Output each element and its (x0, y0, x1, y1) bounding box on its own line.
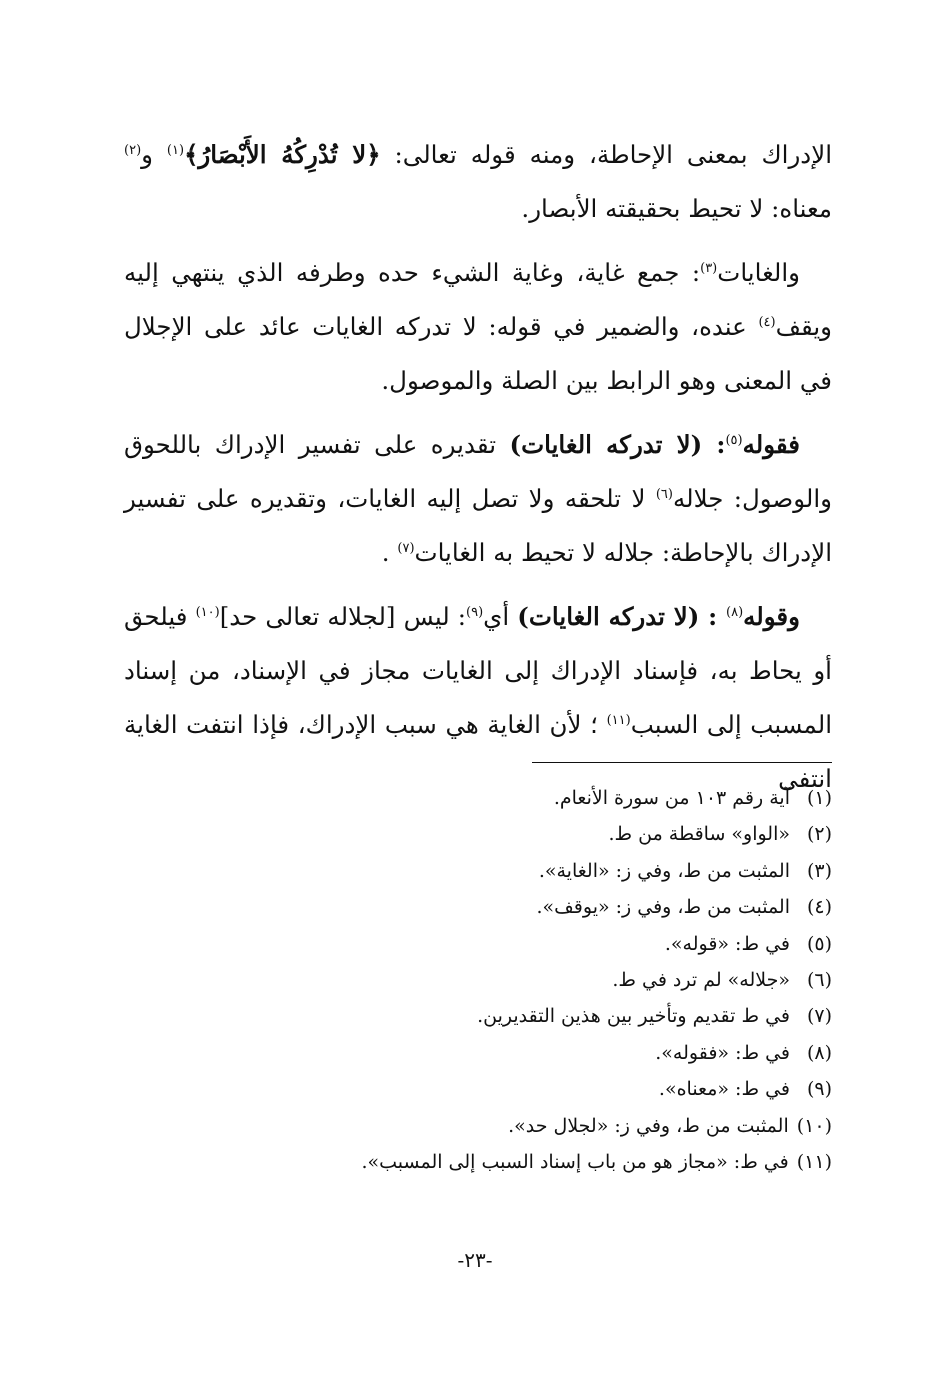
footnote-number: (٧) (806, 1005, 832, 1028)
paragraph-3-text-2: لا تلحقه ولا تصل إليه الغايات، وتقديره على تفسير الإدراك بالإحاطة: جلاله لا تحيط به الغايات (124, 484, 832, 567)
footnote-number: (٩) (806, 1078, 832, 1101)
footnote-text: في ط: «فقوله». (655, 1041, 790, 1064)
paragraph-3-lead: فقوله (742, 430, 800, 459)
footnote-text: «الواو» ساقطة من ط. (608, 823, 790, 846)
footnote-item (124, 926, 832, 962)
footnote-ref-7: (٧) (397, 540, 415, 556)
paragraph-4-text-3: فيلحق أو يحاط به، فإسناد الإدراك إلى الغايات مجاز في الإسناد، من إسناد المسبب إلى السبب (124, 602, 832, 739)
footnote-text: في ط تقديم وتأخير بين هذين التقديرين. (477, 1005, 790, 1028)
footnote-item (124, 889, 832, 925)
footnote-number: (١١) (796, 1151, 832, 1174)
paragraph-3 (124, 418, 832, 580)
paragraph-1 (124, 128, 832, 236)
footnote-item (124, 962, 832, 998)
footnote-ref-10: (١٠) (195, 604, 220, 620)
footnote-number: (١٠) (796, 1114, 832, 1137)
footnote-text: آية رقم ١٠٣ من سورة الأنعام. (553, 787, 790, 809)
footnote-ref-5: (٥) (725, 432, 743, 448)
footnote-text: «جلاله» لم ترد في ط. (612, 969, 790, 992)
footnote-text: المثبت من ط، وفي ز: «يوقف». (536, 896, 790, 919)
footnote-text: في ط: «مجاز هو من باب إسناد السبب إلى المسبب». (361, 1151, 789, 1174)
paragraph-2-text-2: : جمع غاية، وغاية الشيء حده وطرفه الذي ينتهي إليه ويقف (124, 258, 832, 341)
footnote-item (124, 998, 832, 1034)
footnote-item (124, 780, 832, 816)
footnote-text: المثبت من ط، وفي ز: «الغاية». (538, 859, 790, 882)
paragraph-2-text-3: عنده، والضمير في قوله: لا تدركه الغايات عائد على الإجلال في المعنى وهو الرابط بين الصلة والموصول. (124, 312, 832, 395)
footnote-number: (٢) (806, 823, 832, 846)
footnote-number: (٨) (806, 1041, 832, 1064)
main-text (124, 128, 832, 806)
paragraph-4-text-2: : ليس [لجلاله تعالى حد] (219, 602, 467, 631)
paragraph-4-text-1: أي (483, 602, 518, 631)
paragraph-4 (124, 590, 832, 806)
footnote-ref-9: (٩) (466, 604, 484, 620)
footnote-ref-2: (٢) (124, 142, 142, 158)
paragraph-2-text-1: والغايات (717, 258, 800, 287)
footnote-number: (١) (806, 787, 832, 809)
footnote-number: (٤) (806, 896, 832, 919)
paragraph-2 (124, 246, 832, 408)
footnote-text: في ط: «معناه». (658, 1078, 790, 1101)
footnote-divider (532, 762, 832, 763)
footnote-item (124, 1144, 832, 1180)
page-number: -٢٣- (457, 1248, 493, 1272)
footnote-ref-4: (٤) (758, 314, 776, 330)
footnote-ref-3: (٣) (700, 260, 718, 276)
footnote-text: في ط: «قوله». (664, 932, 790, 955)
paragraph-3-text-3: . (381, 538, 398, 567)
paragraph-4-lead: وقوله (743, 602, 800, 631)
paragraph-1-after: معناه: لا تحيط بحقيقته الأبصار. (521, 194, 832, 223)
footnote-ref-6: (٦) (655, 486, 673, 502)
footnote-item (124, 1071, 832, 1107)
quran-quote: ﴿لا تُدْرِكُهُ الأَبْصَارُ﴾ (184, 140, 381, 169)
paragraph-4-text-4: ؛ لأن الغاية هي سبب الإدراك، فإذا انتفت الغاية انتفى (124, 710, 832, 793)
footnote-number: (٦) (806, 969, 832, 992)
footnote-ref-8: (٨) (726, 604, 744, 620)
footnote-item (124, 853, 832, 889)
footnote-number: (٥) (806, 932, 832, 955)
footnote-ref-11: (١١) (606, 712, 631, 728)
footnote-item (124, 816, 832, 852)
paragraph-1-mid: و (141, 140, 167, 169)
footnote-ref-1: (١) (166, 142, 185, 158)
footnote-item (124, 1035, 832, 1071)
paragraph-4-quote: : (لا تدركه الغايات) (517, 602, 727, 631)
paragraph-3-text-1: تقديره على تفسير الإدراك باللحوق والوصول: جلاله (124, 430, 832, 513)
footnote-number: (٣) (806, 859, 832, 882)
footnotes-list (124, 780, 832, 1180)
footnote-text: المثبت من ط، وفي ز: «لجلال حد». (508, 1114, 789, 1137)
paragraph-3-quote: : (لا تدركه الغايات) (509, 430, 726, 459)
footnote-item (124, 1108, 832, 1144)
paragraph-1-before: الإدراك بمعنى الإحاطة، ومنه قوله تعالى: (380, 140, 832, 169)
